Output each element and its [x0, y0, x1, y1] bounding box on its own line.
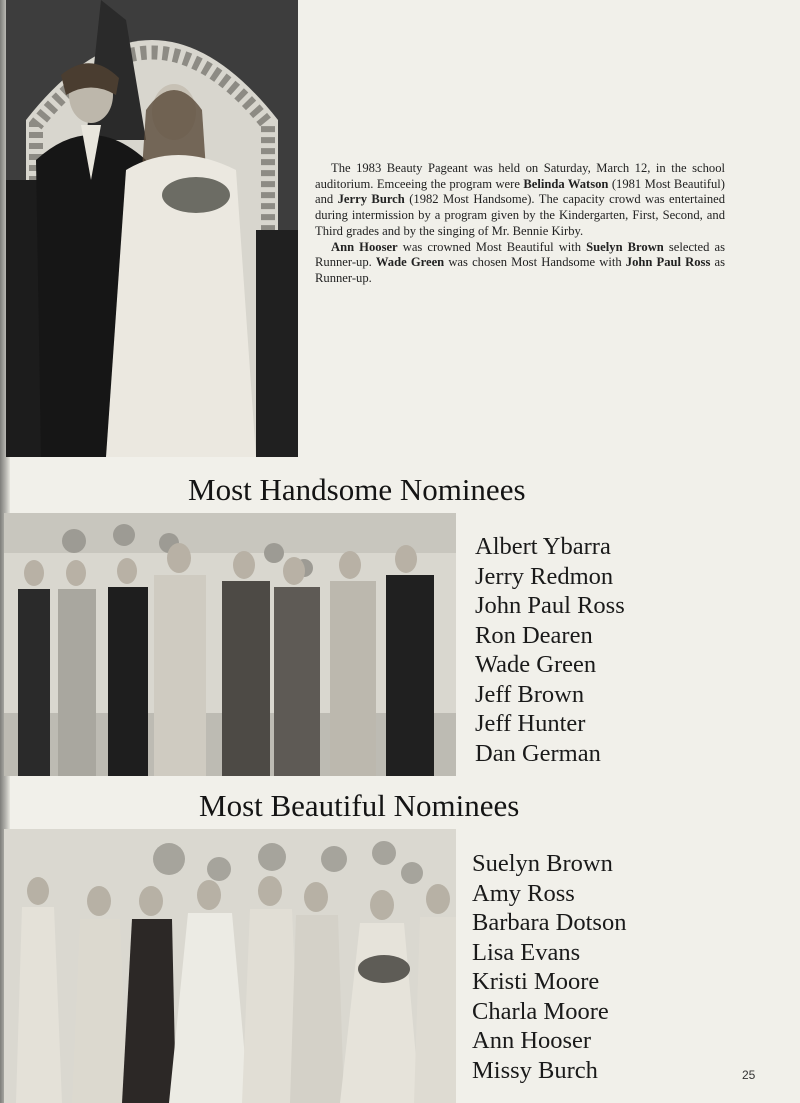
- most-handsome-heading: Most Handsome Nominees: [188, 472, 526, 507]
- list-item: John Paul Ross: [475, 592, 625, 619]
- winners-couple-photo: [6, 0, 298, 457]
- list-item: Wade Green: [475, 651, 597, 678]
- bold-name: Jerry Burch: [337, 192, 405, 207]
- list-item: Ann Hooser: [472, 1027, 592, 1054]
- list-item: Lisa Evans: [472, 938, 581, 966]
- list-item: Jeff Hunter: [475, 710, 586, 737]
- intro-paragraph-1: [315, 161, 725, 240]
- text-run: selected as Runner-up.: [315, 239, 725, 270]
- list-item: Jeff Brown: [475, 680, 585, 708]
- text-run: (1982 Most Handsome). The capacity crowd was entertained during intermission by a program given by the Kindergarten, First, Second, and Third grades and by the singing of Mr. Bennie Kirby.: [315, 192, 725, 238]
- list-item: Amy Ross: [472, 879, 575, 907]
- list-item: Albert Ybarra: [475, 533, 611, 560]
- list-item: Missy Burch: [472, 1056, 598, 1084]
- text-run: (1981 Most Beautiful) and: [315, 176, 725, 207]
- handsome-nominee-list: [475, 532, 625, 768]
- most-beautiful-heading: Most Beautiful Nominees: [199, 788, 520, 823]
- text-run: was crowned Most Beautiful with: [397, 239, 587, 254]
- pageant-intro-text: [315, 161, 725, 287]
- beautiful-nominee-list: [472, 849, 626, 1085]
- list-item: Ron Dearen: [475, 621, 593, 649]
- list-item: Dan German: [475, 739, 601, 767]
- list-item: Charla Moore: [472, 997, 609, 1025]
- bold-name: Wade Green: [375, 255, 445, 270]
- bold-name: Belinda Watson: [523, 176, 609, 191]
- text-run: The 1983 Beauty Pageant was held on Saturday, March 12, in the school auditorium. Emceeing the program were: [315, 161, 725, 191]
- handsome-nominees-photo: [4, 513, 456, 776]
- list-item: Barbara Dotson: [472, 909, 627, 936]
- list-item: Suelyn Brown: [472, 850, 613, 877]
- bold-name: Ann Hooser: [331, 239, 398, 254]
- list-item: Jerry Redmon: [475, 562, 614, 590]
- text-run: as Runner-up.: [315, 255, 725, 285]
- text-run: was chosen Most Handsome with: [444, 255, 626, 270]
- bold-name: Suelyn Brown: [586, 239, 664, 254]
- page-number: 25: [742, 1068, 756, 1082]
- beautiful-nominees-photo: [4, 829, 456, 1103]
- intro-paragraph-2: [315, 240, 725, 287]
- list-item: Kristi Moore: [472, 968, 600, 995]
- bold-name: John Paul Ross: [625, 255, 711, 270]
